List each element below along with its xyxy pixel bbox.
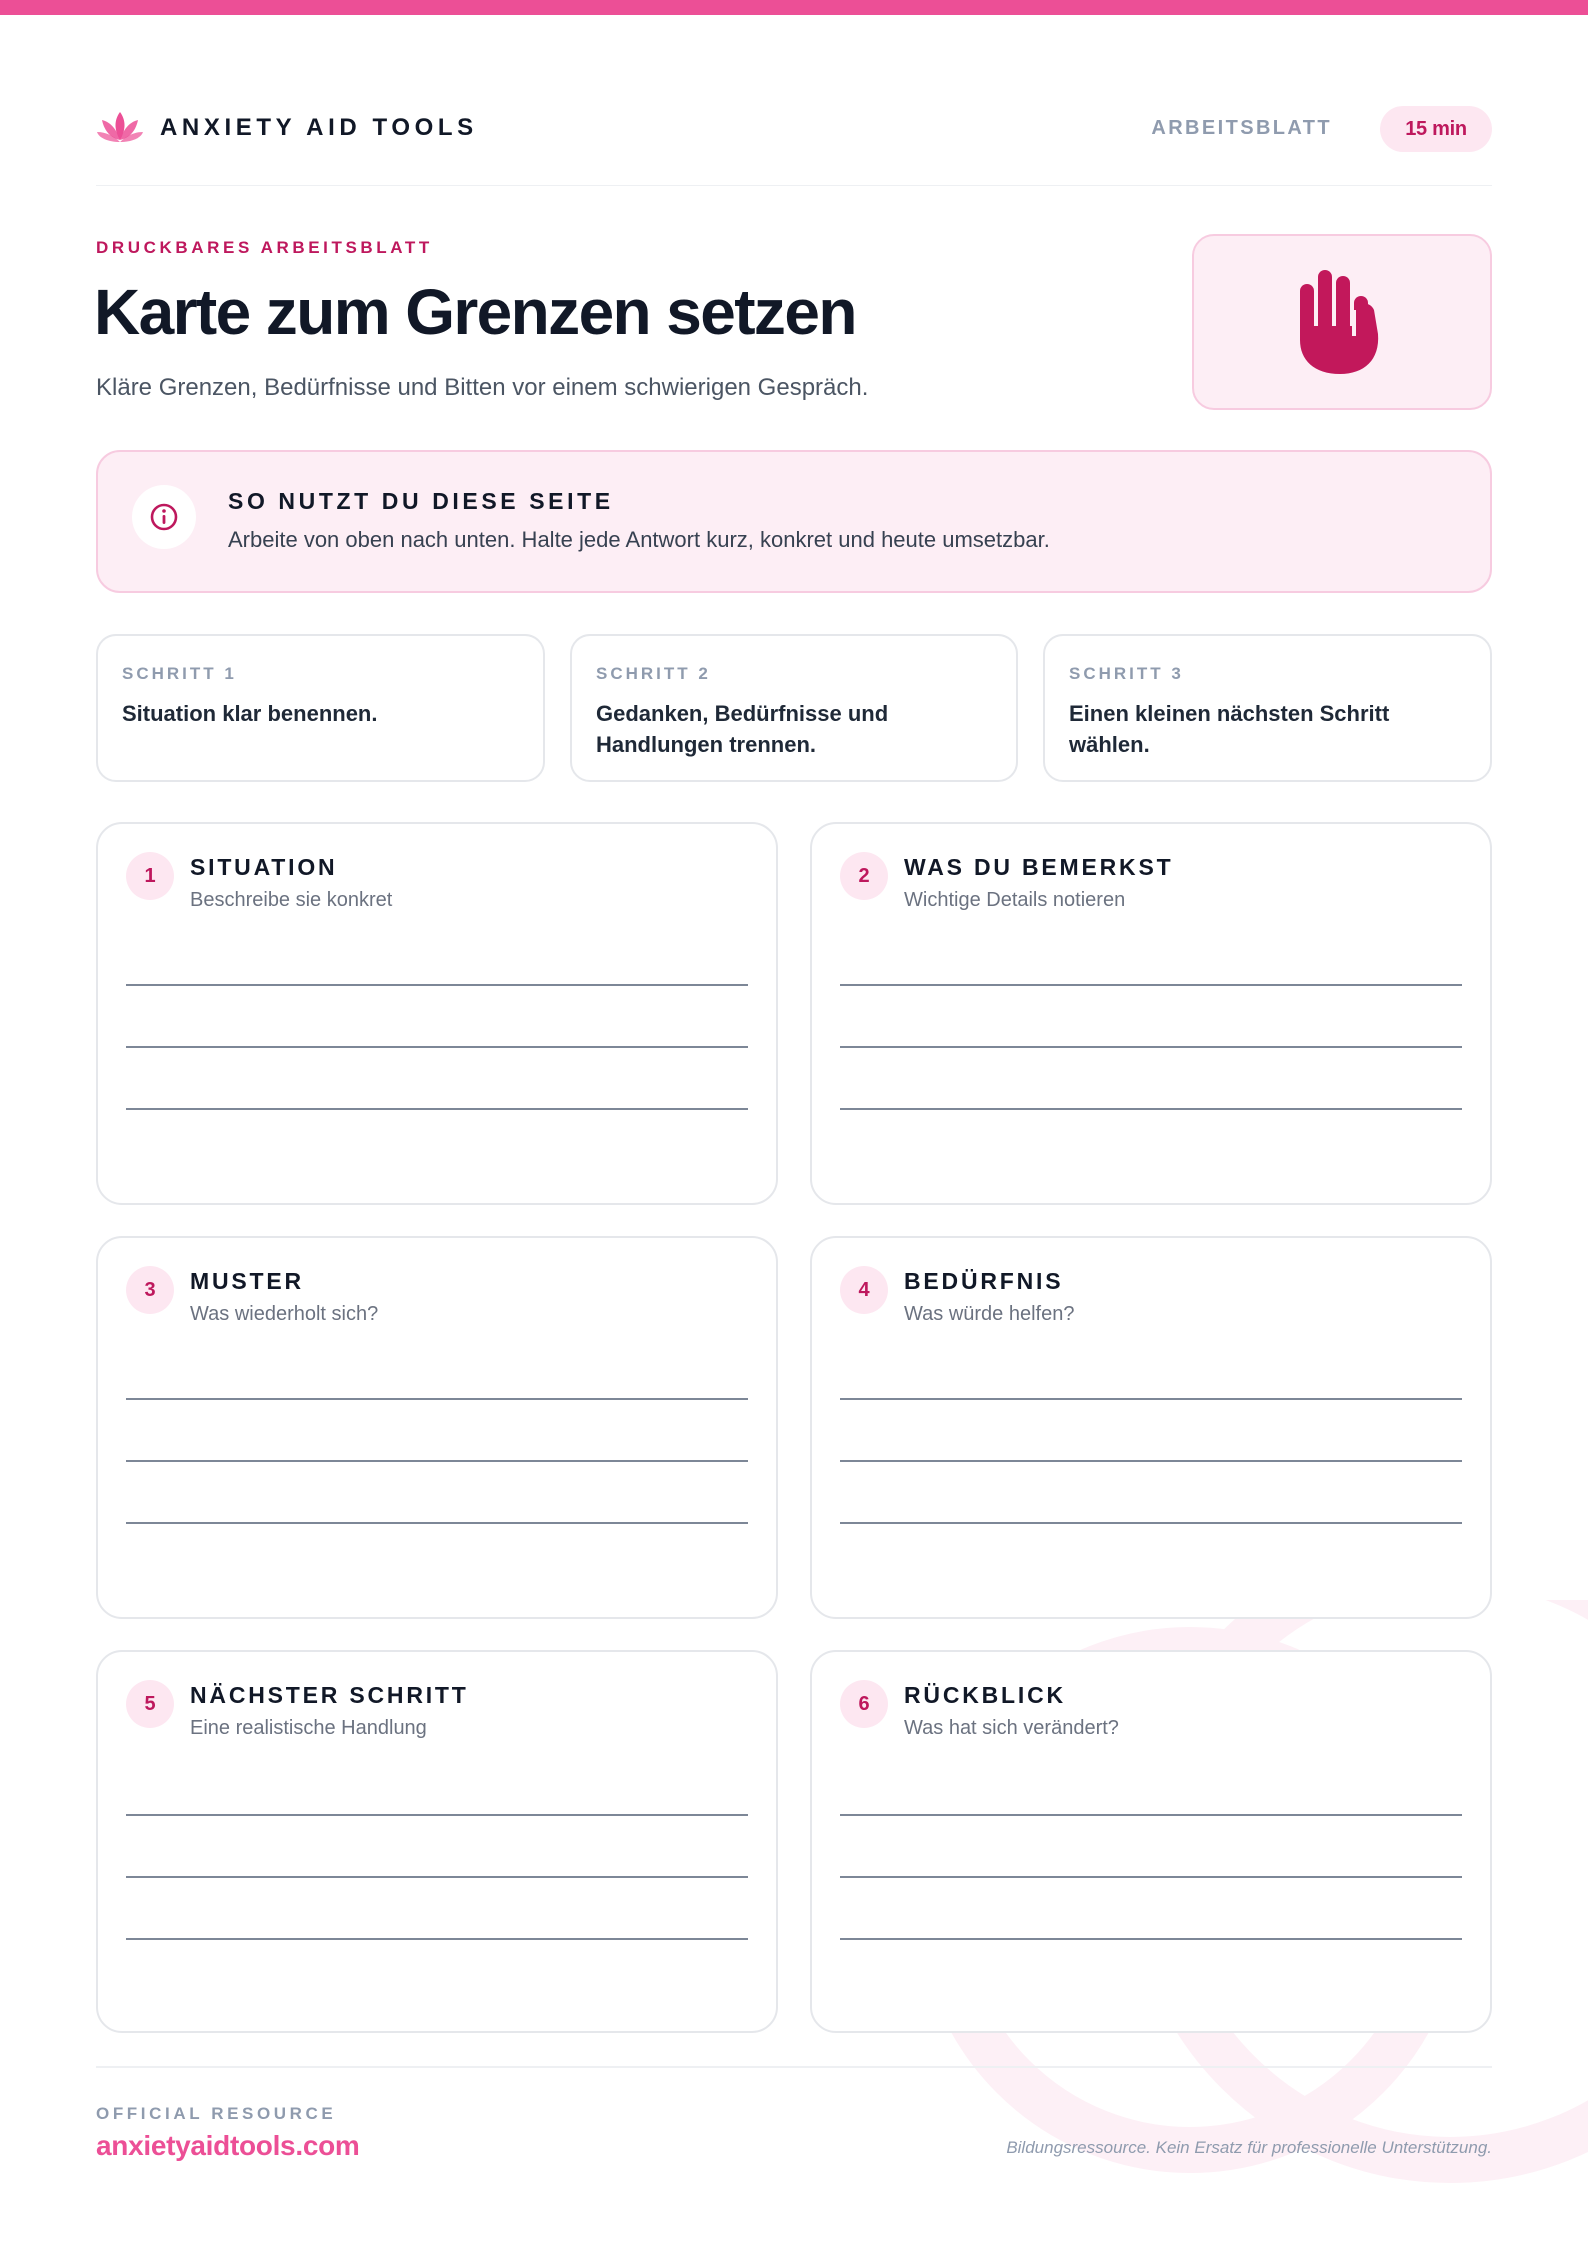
panel-number-badge: 4 <box>840 1266 888 1314</box>
page-header <box>96 100 1492 186</box>
writing-line[interactable] <box>126 1814 748 1816</box>
writing-line[interactable] <box>126 1046 748 1048</box>
panel-observations <box>810 822 1492 1205</box>
step-label: SCHRITT 1 <box>122 664 237 683</box>
writing-line[interactable] <box>126 1398 748 1400</box>
page-subtitle: Kläre Grenzen, Bedürfnisse und Bitten vor einem schwierigen Gespräch. <box>96 374 869 401</box>
duration-badge: 15 min <box>1380 106 1492 152</box>
writing-line[interactable] <box>840 1876 1462 1878</box>
panel-number-badge: 1 <box>126 852 174 900</box>
panel-number-badge: 5 <box>126 1680 174 1728</box>
writing-line[interactable] <box>126 1522 748 1524</box>
footer-site-link[interactable]: anxietyaidtools.com <box>96 2130 360 2161</box>
panel-need <box>810 1236 1492 1619</box>
panel-title: NÄCHSTER SCHRITT <box>190 1682 469 1708</box>
info-icon <box>149 502 179 532</box>
step-text: Situation klar benennen. <box>122 701 378 726</box>
info-text: Arbeite von oben nach unten. Halte jede Antwort kurz, konkret und heute umsetzbar. <box>228 527 1050 552</box>
top-accent-bar <box>0 0 1588 15</box>
panel-subtitle: Wichtige Details notieren <box>904 889 1126 911</box>
step-card-2 <box>570 634 1018 782</box>
footer-eyebrow: OFFICIAL RESOURCE <box>96 2104 337 2123</box>
panel-subtitle: Was wiederholt sich? <box>190 1303 379 1325</box>
panel-title: MUSTER <box>190 1268 304 1294</box>
writing-line[interactable] <box>840 1108 1462 1110</box>
step-card-1 <box>96 634 545 782</box>
writing-line[interactable] <box>840 1046 1462 1048</box>
page-title: Karte zum Grenzen setzen <box>94 276 856 348</box>
writing-line[interactable] <box>126 1460 748 1462</box>
writing-line[interactable] <box>840 1522 1462 1524</box>
info-heading: SO NUTZT DU DIESE SEITE <box>228 488 614 514</box>
writing-line[interactable] <box>840 1938 1462 1940</box>
lotus-icon <box>96 108 144 148</box>
writing-line[interactable] <box>840 984 1462 986</box>
panel-subtitle: Beschreibe sie konkret <box>190 889 393 911</box>
writing-line[interactable] <box>126 1108 748 1110</box>
hero-eyebrow: DRUCKBARES ARBEITSBLATT <box>96 238 433 257</box>
panel-title: WAS DU BEMERKST <box>904 854 1174 880</box>
panel-pattern <box>96 1236 778 1619</box>
writing-line[interactable] <box>840 1398 1462 1400</box>
brand-name: ANXIETY AID TOOLS <box>160 114 478 141</box>
header-label: ARBEITSBLATT <box>1151 117 1332 139</box>
panel-title: SITUATION <box>190 854 338 880</box>
panel-review <box>810 1650 1492 2033</box>
step-text: Einen kleinen nächsten Schritt wählen. <box>1069 701 1390 757</box>
writing-line[interactable] <box>126 1876 748 1878</box>
hero-icon-box <box>1192 234 1492 410</box>
panel-subtitle: Eine realistische Handlung <box>190 1717 427 1739</box>
stop-hand-icon <box>1300 270 1384 374</box>
writing-line[interactable] <box>126 984 748 986</box>
step-card-3 <box>1043 634 1492 782</box>
footer-disclaimer: Bildungsressource. Kein Ersatz für professionelle Unterstützung. <box>1006 2138 1492 2157</box>
writing-line[interactable] <box>126 1938 748 1940</box>
panel-number-badge: 3 <box>126 1266 174 1314</box>
footer-divider <box>96 2066 1492 2068</box>
panel-situation <box>96 822 778 1205</box>
panel-subtitle: Was würde helfen? <box>904 1303 1075 1325</box>
step-label: SCHRITT 3 <box>1069 664 1184 683</box>
panel-number-badge: 2 <box>840 852 888 900</box>
panel-number-badge: 6 <box>840 1680 888 1728</box>
brand <box>96 108 478 148</box>
step-label: SCHRITT 2 <box>596 664 711 683</box>
panel-title: RÜCKBLICK <box>904 1682 1066 1708</box>
panel-next-step <box>96 1650 778 2033</box>
panel-title: BEDÜRFNIS <box>904 1268 1064 1294</box>
writing-line[interactable] <box>840 1460 1462 1462</box>
writing-line[interactable] <box>840 1814 1462 1816</box>
usage-info-box <box>96 450 1492 593</box>
step-text: Gedanken, Bedürfnisse und Handlungen trennen. <box>596 701 889 757</box>
info-icon-wrap <box>132 485 196 549</box>
panel-subtitle: Was hat sich verändert? <box>904 1717 1119 1739</box>
